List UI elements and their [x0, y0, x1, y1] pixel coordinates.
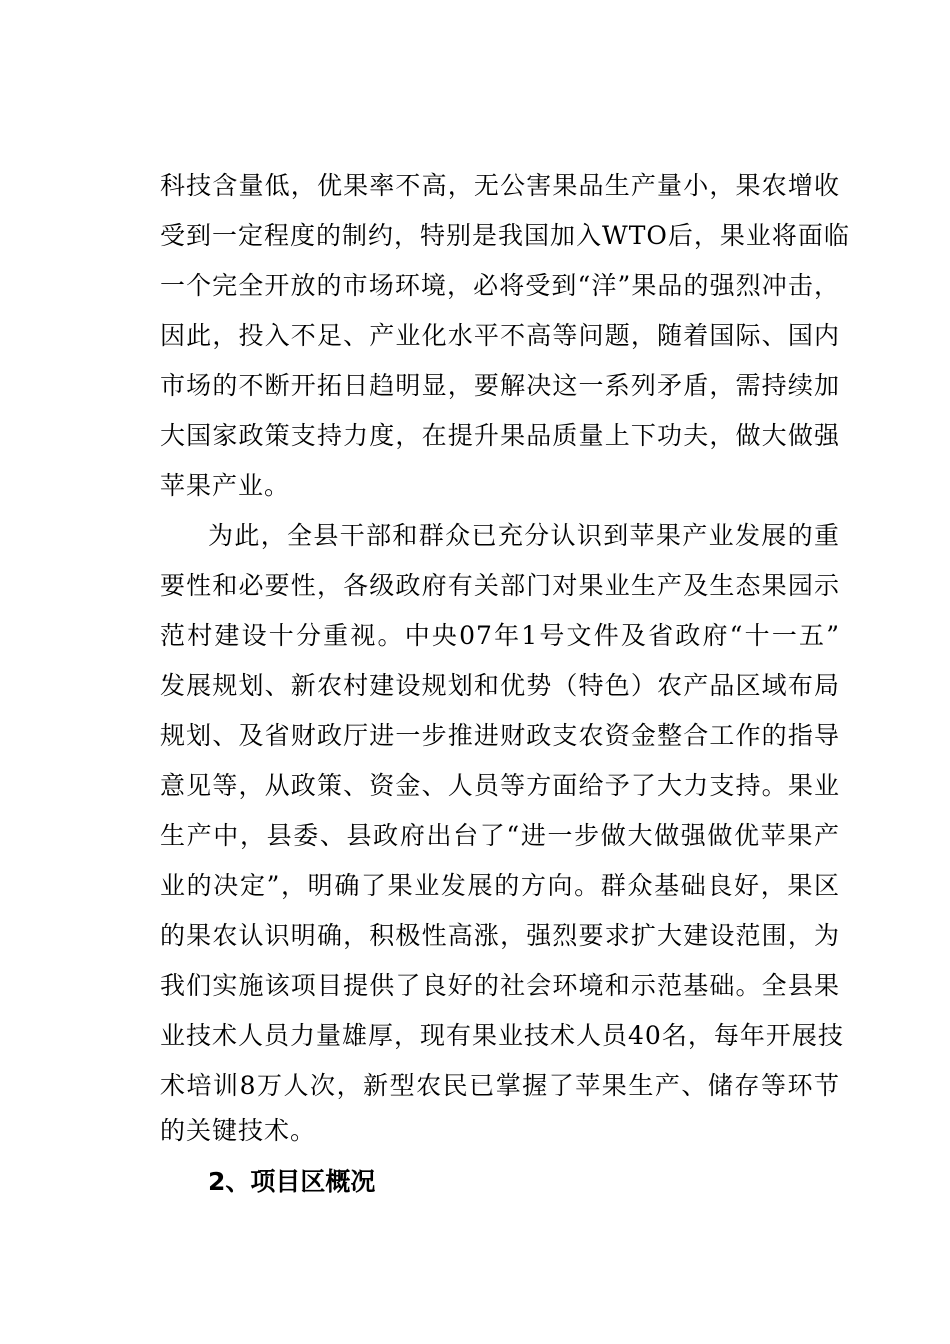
- paragraph-line: 规划、及省财政厅进一步推进财政支农资金整合工作的指导: [160, 721, 840, 750]
- paragraph-line: 范村建设十分重视。中央07年1号文件及省政府“十一五”: [160, 621, 840, 650]
- paragraph-line: 我们实施该项目提供了良好的社会环境和示范基础。全县果: [160, 971, 840, 1000]
- paragraph-line: 苹果产业。: [160, 471, 291, 500]
- paragraph-line: 要性和必要性，各级政府有关部门对果业生产及生态果园示: [160, 571, 840, 600]
- paragraph-line: 一个完全开放的市场环境，必将受到“洋”果品的强烈冲击，: [160, 271, 840, 300]
- paragraph-line: 因此，投入不足、产业化水平不高等问题，随着国际、国内: [160, 321, 840, 350]
- paragraph-line: 业技术人员力量雄厚，现有果业技术人员40名，每年开展技: [160, 1021, 844, 1050]
- paragraph-line: 大国家政策支持力度，在提升果品质量上下功夫，做大做强: [160, 421, 840, 450]
- paragraph-line: 受到一定程度的制约，特别是我国加入WTO后，果业将面临: [160, 221, 850, 250]
- paragraph-line: 市场的不断开拓日趋明显，要解决这一系列矛盾，需持续加: [160, 371, 840, 400]
- paragraph-line: 发展规划、新农村建设规划和优势（特色）农产品区域布局: [160, 671, 840, 700]
- paragraph-line: 生产中，县委、县政府出台了“进一步做大做强做优苹果产: [160, 821, 840, 850]
- paragraph-line: 意见等，从政策、资金、人员等方面给予了大力支持。果业: [160, 771, 840, 800]
- paragraph-line: 的果农认识明确，积极性高涨，强烈要求扩大建设范围，为: [160, 921, 840, 950]
- paragraph-line: 为此，全县干部和群众已充分认识到苹果产业发展的重: [208, 521, 840, 550]
- paragraph-line: 的关键技术。: [160, 1116, 317, 1145]
- paragraph-line: 业的决定”，明确了果业发展的方向。群众基础良好，果区: [160, 871, 840, 900]
- paragraph-line: 术培训8万人次，新型农民已掌握了苹果生产、储存等环节: [160, 1071, 840, 1100]
- paragraph-line: 科技含量低，优果率不高，无公害果品生产量小，果农增收: [160, 171, 840, 200]
- section-heading: 2、项目区概况: [208, 1167, 376, 1196]
